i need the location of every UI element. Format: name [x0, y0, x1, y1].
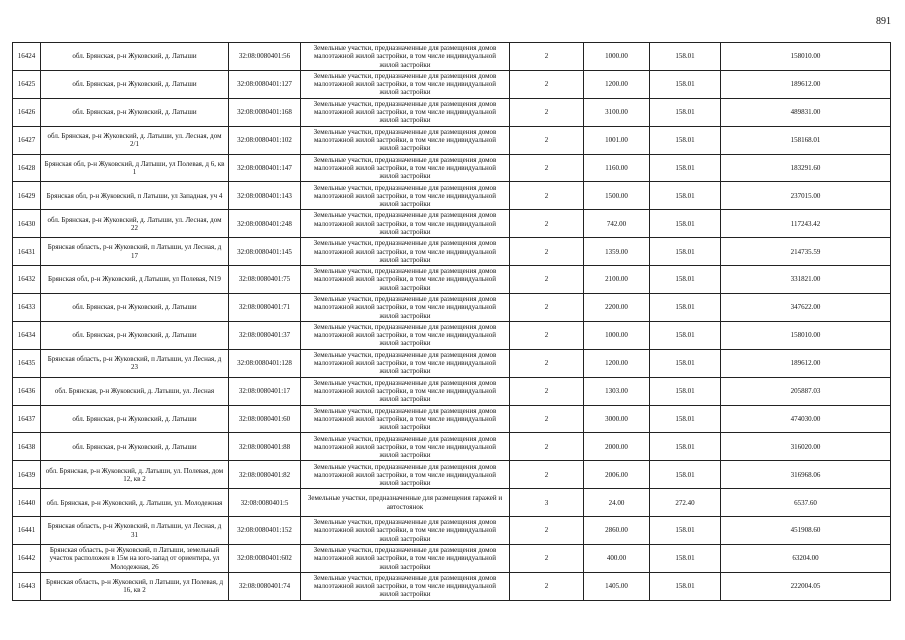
row-number-cell: 16433: [13, 294, 41, 322]
rate-cell: 158.01: [650, 321, 721, 349]
land-use-cell: Земельные участки, предназначенные для размещения домов малоэтажной жилой застройки, в том числе индивидуальной жилой застройки: [301, 545, 510, 573]
address-cell: обл. Брянская, р-н Жуковский, д. Латыши, ул. Молодежная: [41, 489, 229, 517]
area-cell: 24.00: [584, 489, 650, 517]
cadastral-value-cell: 63204.00: [721, 545, 891, 573]
rate-cell: 272.40: [650, 489, 721, 517]
area-cell: 2100.00: [584, 266, 650, 294]
address-cell: обл. Брянская, р-н Жуковский, д. Латыши: [41, 43, 229, 71]
rate-cell: 158.01: [650, 266, 721, 294]
area-cell: 1303.00: [584, 377, 650, 405]
table-row: [13, 182, 891, 210]
address-cell: Брянская область, р-н Жуковский, п Латыши, ул Полевая, д 16, кв 2: [41, 572, 229, 600]
group-cell: 2: [510, 210, 584, 238]
row-number-cell: 16441: [13, 517, 41, 545]
address-cell: обл. Брянская, р-н Жуковский, д. Латыши: [41, 294, 229, 322]
table-row: [13, 461, 891, 489]
group-cell: 2: [510, 154, 584, 182]
cadastral-number-cell: 32:08:0080401:17: [229, 377, 301, 405]
land-use-cell: Земельные участки, предназначенные для размещения домов малоэтажной жилой застройки, в том числе индивидуальной жилой застройки: [301, 349, 510, 377]
area-cell: 2860.00: [584, 517, 650, 545]
rate-cell: 158.01: [650, 405, 721, 433]
row-number-cell: 16427: [13, 126, 41, 154]
table-row: [13, 154, 891, 182]
cadastral-value-cell: 489831.00: [721, 98, 891, 126]
address-cell: обл. Брянская, р-н Жуковский, д. Латыши: [41, 405, 229, 433]
row-number-cell: 16426: [13, 98, 41, 126]
area-cell: 2000.00: [584, 433, 650, 461]
land-use-cell: Земельные участки, предназначенные для размещения домов малоэтажной жилой застройки, в том числе индивидуальной жилой застройки: [301, 43, 510, 71]
row-number-cell: 16424: [13, 43, 41, 71]
row-number-cell: 16434: [13, 321, 41, 349]
table-row: [13, 545, 891, 573]
land-use-cell: Земельные участки, предназначенные для размещения домов малоэтажной жилой застройки, в том числе индивидуальной жилой застройки: [301, 98, 510, 126]
cadastral-value-cell: 474030.00: [721, 405, 891, 433]
rate-cell: 158.01: [650, 461, 721, 489]
cadastral-value-cell: 316020.00: [721, 433, 891, 461]
table-row: [13, 517, 891, 545]
rate-cell: 158.01: [650, 377, 721, 405]
cadastral-value-cell: 331821.00: [721, 266, 891, 294]
group-cell: 2: [510, 266, 584, 294]
cadastral-value-cell: 183291.60: [721, 154, 891, 182]
table-row: [13, 377, 891, 405]
rate-cell: 158.01: [650, 43, 721, 71]
group-cell: 2: [510, 238, 584, 266]
group-cell: 2: [510, 321, 584, 349]
cadastral-number-cell: 32:08:0080401:60: [229, 405, 301, 433]
land-use-cell: Земельные участки, предназначенные для размещения домов малоэтажной жилой застройки, в том числе индивидуальной жилой застройки: [301, 154, 510, 182]
land-use-cell: Земельные участки, предназначенные для размещения домов малоэтажной жилой застройки, в том числе индивидуальной жилой застройки: [301, 321, 510, 349]
cadastral-number-cell: 32:08:0080401:145: [229, 238, 301, 266]
group-cell: 2: [510, 182, 584, 210]
group-cell: 2: [510, 545, 584, 573]
area-cell: 2200.00: [584, 294, 650, 322]
area-cell: 1200.00: [584, 70, 650, 98]
land-use-cell: Земельные участки, предназначенные для размещения домов малоэтажной жилой застройки, в том числе индивидуальной жилой застройки: [301, 517, 510, 545]
group-cell: 2: [510, 43, 584, 71]
cadastral-number-cell: 32:08:0080401:74: [229, 572, 301, 600]
cadastral-value-cell: 158010.00: [721, 321, 891, 349]
cadastral-number-cell: 32:08:0080401:88: [229, 433, 301, 461]
rate-cell: 158.01: [650, 433, 721, 461]
land-use-cell: Земельные участки, предназначенные для размещения домов малоэтажной жилой застройки, в том числе индивидуальной жилой застройки: [301, 294, 510, 322]
area-cell: 3100.00: [584, 98, 650, 126]
group-cell: 2: [510, 98, 584, 126]
cadastral-value-cell: 158168.01: [721, 126, 891, 154]
row-number-cell: 16439: [13, 461, 41, 489]
cadastral-value-cell: 117243.42: [721, 210, 891, 238]
cadastral-number-cell: 32:08:0080401:143: [229, 182, 301, 210]
cadastral-value-cell: 316968.06: [721, 461, 891, 489]
row-number-cell: 16428: [13, 154, 41, 182]
row-number-cell: 16437: [13, 405, 41, 433]
area-cell: 1405.00: [584, 572, 650, 600]
area-cell: 1500.00: [584, 182, 650, 210]
row-number-cell: 16430: [13, 210, 41, 238]
group-cell: 2: [510, 461, 584, 489]
cadastral-number-cell: 32:08:0080401:127: [229, 70, 301, 98]
cadastral-number-cell: 32:08:0080401:5: [229, 489, 301, 517]
cadastral-value-cell: 189612.00: [721, 349, 891, 377]
area-cell: 400.00: [584, 545, 650, 573]
rate-cell: 158.01: [650, 126, 721, 154]
area-cell: 1200.00: [584, 349, 650, 377]
page-number: 891: [876, 16, 891, 27]
cadastral-value-cell: 214735.59: [721, 238, 891, 266]
address-cell: Брянская область, р-н Жуковский, п Латыши, ул Лесная, д 31: [41, 517, 229, 545]
address-cell: Брянская область, р-н Жуковский, п Латыши, ул Лесная, д 23: [41, 349, 229, 377]
cadastral-value-cell: 189612.00: [721, 70, 891, 98]
table-row: [13, 433, 891, 461]
land-use-cell: Земельные участки, предназначенные для размещения домов малоэтажной жилой застройки, в том числе индивидуальной жилой застройки: [301, 182, 510, 210]
group-cell: 2: [510, 126, 584, 154]
group-cell: 2: [510, 349, 584, 377]
table-body: [13, 43, 891, 601]
row-number-cell: 16440: [13, 489, 41, 517]
row-number-cell: 16436: [13, 377, 41, 405]
land-use-cell: Земельные участки, предназначенные для размещения домов малоэтажной жилой застройки, в том числе индивидуальной жилой застройки: [301, 210, 510, 238]
address-cell: Брянская область, р-н Жуковский, п Латыши, ул Лесная, д 17: [41, 238, 229, 266]
rate-cell: 158.01: [650, 98, 721, 126]
group-cell: 2: [510, 405, 584, 433]
address-cell: Брянская обл, р-н Жуковский, д Латыши, ул Полевая, д 6, кв 1: [41, 154, 229, 182]
rate-cell: 158.01: [650, 349, 721, 377]
table-row: [13, 238, 891, 266]
cadastral-value-cell: 347622.00: [721, 294, 891, 322]
land-registry-table: [12, 42, 891, 601]
area-cell: 1000.00: [584, 321, 650, 349]
rate-cell: 158.01: [650, 294, 721, 322]
cadastral-number-cell: 32:08:0080401:152: [229, 517, 301, 545]
cadastral-number-cell: 32:08:0080401:128: [229, 349, 301, 377]
group-cell: 2: [510, 433, 584, 461]
area-cell: 1000.00: [584, 43, 650, 71]
land-use-cell: Земельные участки, предназначенные для размещения домов малоэтажной жилой застройки, в том числе индивидуальной жилой застройки: [301, 405, 510, 433]
address-cell: обл. Брянская, р-н Жуковский, д. Латыши, ул. Полевая, дом 12, кв 2: [41, 461, 229, 489]
table-row: [13, 70, 891, 98]
land-use-cell: Земельные участки, предназначенные для размещения домов малоэтажной жилой застройки, в том числе индивидуальной жилой застройки: [301, 377, 510, 405]
area-cell: 2006.00: [584, 461, 650, 489]
cadastral-number-cell: 32:08:0080401:168: [229, 98, 301, 126]
group-cell: 2: [510, 517, 584, 545]
table-row: [13, 405, 891, 433]
area-cell: 1160.00: [584, 154, 650, 182]
row-number-cell: 16429: [13, 182, 41, 210]
address-cell: обл. Брянская, р-н Жуковский, д. Латыши, ул. Лесная, дом 22: [41, 210, 229, 238]
group-cell: 2: [510, 70, 584, 98]
cadastral-number-cell: 32:08:0080401:602: [229, 545, 301, 573]
group-cell: 2: [510, 377, 584, 405]
address-cell: обл. Брянская, р-н Жуковский, д. Латыши: [41, 98, 229, 126]
table-row: [13, 321, 891, 349]
cadastral-number-cell: 32:08:0080401:75: [229, 266, 301, 294]
table-row: [13, 126, 891, 154]
cadastral-value-cell: 451908.60: [721, 517, 891, 545]
rate-cell: 158.01: [650, 182, 721, 210]
land-use-cell: Земельные участки, предназначенные для размещения домов малоэтажной жилой застройки, в том числе индивидуальной жилой застройки: [301, 266, 510, 294]
address-cell: Брянская обл, р-н Жуковский, п Латыши, ул Западная, уч 4: [41, 182, 229, 210]
land-use-cell: Земельные участки, предназначенные для размещения гаражей и автостоянок: [301, 489, 510, 517]
address-cell: обл. Брянская, р-н Жуковский, д. Латыши, ул. Лесная, дом 2/1: [41, 126, 229, 154]
group-cell: 3: [510, 489, 584, 517]
cadastral-number-cell: 32:08:0080401:71: [229, 294, 301, 322]
table-row: [13, 572, 891, 600]
cadastral-value-cell: 205887.03: [721, 377, 891, 405]
cadastral-value-cell: 6537.60: [721, 489, 891, 517]
rate-cell: 158.01: [650, 210, 721, 238]
address-cell: Брянская обл, р-н Жуковский, д Латыши, ул Полевая, N19: [41, 266, 229, 294]
cadastral-number-cell: 32:08:0080401:248: [229, 210, 301, 238]
rate-cell: 158.01: [650, 70, 721, 98]
land-use-cell: Земельные участки, предназначенные для размещения домов малоэтажной жилой застройки, в том числе индивидуальной жилой застройки: [301, 461, 510, 489]
row-number-cell: 16435: [13, 349, 41, 377]
cadastral-value-cell: 237015.00: [721, 182, 891, 210]
address-cell: Брянская область, р-н Жуковский, п Латыши, земельный участок расположен в 15м на юго-запад от ориентира, ул Молодежная, 26: [41, 545, 229, 573]
table-row: [13, 98, 891, 126]
cadastral-value-cell: 158010.00: [721, 43, 891, 71]
row-number-cell: 16438: [13, 433, 41, 461]
cadastral-number-cell: 32:08:0080401:82: [229, 461, 301, 489]
rate-cell: 158.01: [650, 572, 721, 600]
land-use-cell: Земельные участки, предназначенные для размещения домов малоэтажной жилой застройки, в том числе индивидуальной жилой застройки: [301, 126, 510, 154]
row-number-cell: 16431: [13, 238, 41, 266]
rate-cell: 158.01: [650, 238, 721, 266]
land-use-cell: Земельные участки, предназначенные для размещения домов малоэтажной жилой застройки, в том числе индивидуальной жилой застройки: [301, 572, 510, 600]
cadastral-number-cell: 32:08:0080401:147: [229, 154, 301, 182]
land-use-cell: Земельные участки, предназначенные для размещения домов малоэтажной жилой застройки, в том числе индивидуальной жилой застройки: [301, 238, 510, 266]
cadastral-number-cell: 32:08:0080401:56: [229, 43, 301, 71]
group-cell: 2: [510, 572, 584, 600]
cadastral-number-cell: 32:08:0080401:102: [229, 126, 301, 154]
row-number-cell: 16442: [13, 545, 41, 573]
area-cell: 3000.00: [584, 405, 650, 433]
rate-cell: 158.01: [650, 545, 721, 573]
address-cell: обл. Брянская, р-н Жуковский, д. Латыши, ул. Лесная: [41, 377, 229, 405]
area-cell: 1001.00: [584, 126, 650, 154]
address-cell: обл. Брянская, р-н Жуковский, д. Латыши: [41, 70, 229, 98]
rate-cell: 158.01: [650, 517, 721, 545]
row-number-cell: 16443: [13, 572, 41, 600]
land-use-cell: Земельные участки, предназначенные для размещения домов малоэтажной жилой застройки, в том числе индивидуальной жилой застройки: [301, 433, 510, 461]
table-row: [13, 294, 891, 322]
address-cell: обл. Брянская, р-н Жуковский, д. Латыши: [41, 433, 229, 461]
table-row: [13, 210, 891, 238]
table-row: [13, 43, 891, 71]
cadastral-number-cell: 32:08:0080401:37: [229, 321, 301, 349]
table-row: [13, 349, 891, 377]
area-cell: 1359.00: [584, 238, 650, 266]
area-cell: 742.00: [584, 210, 650, 238]
table-row: [13, 266, 891, 294]
cadastral-value-cell: 222004.05: [721, 572, 891, 600]
rate-cell: 158.01: [650, 154, 721, 182]
table-row: [13, 489, 891, 517]
land-use-cell: Земельные участки, предназначенные для размещения домов малоэтажной жилой застройки, в том числе индивидуальной жилой застройки: [301, 70, 510, 98]
address-cell: обл. Брянская, р-н Жуковский, д. Латыши: [41, 321, 229, 349]
group-cell: 2: [510, 294, 584, 322]
row-number-cell: 16432: [13, 266, 41, 294]
row-number-cell: 16425: [13, 70, 41, 98]
